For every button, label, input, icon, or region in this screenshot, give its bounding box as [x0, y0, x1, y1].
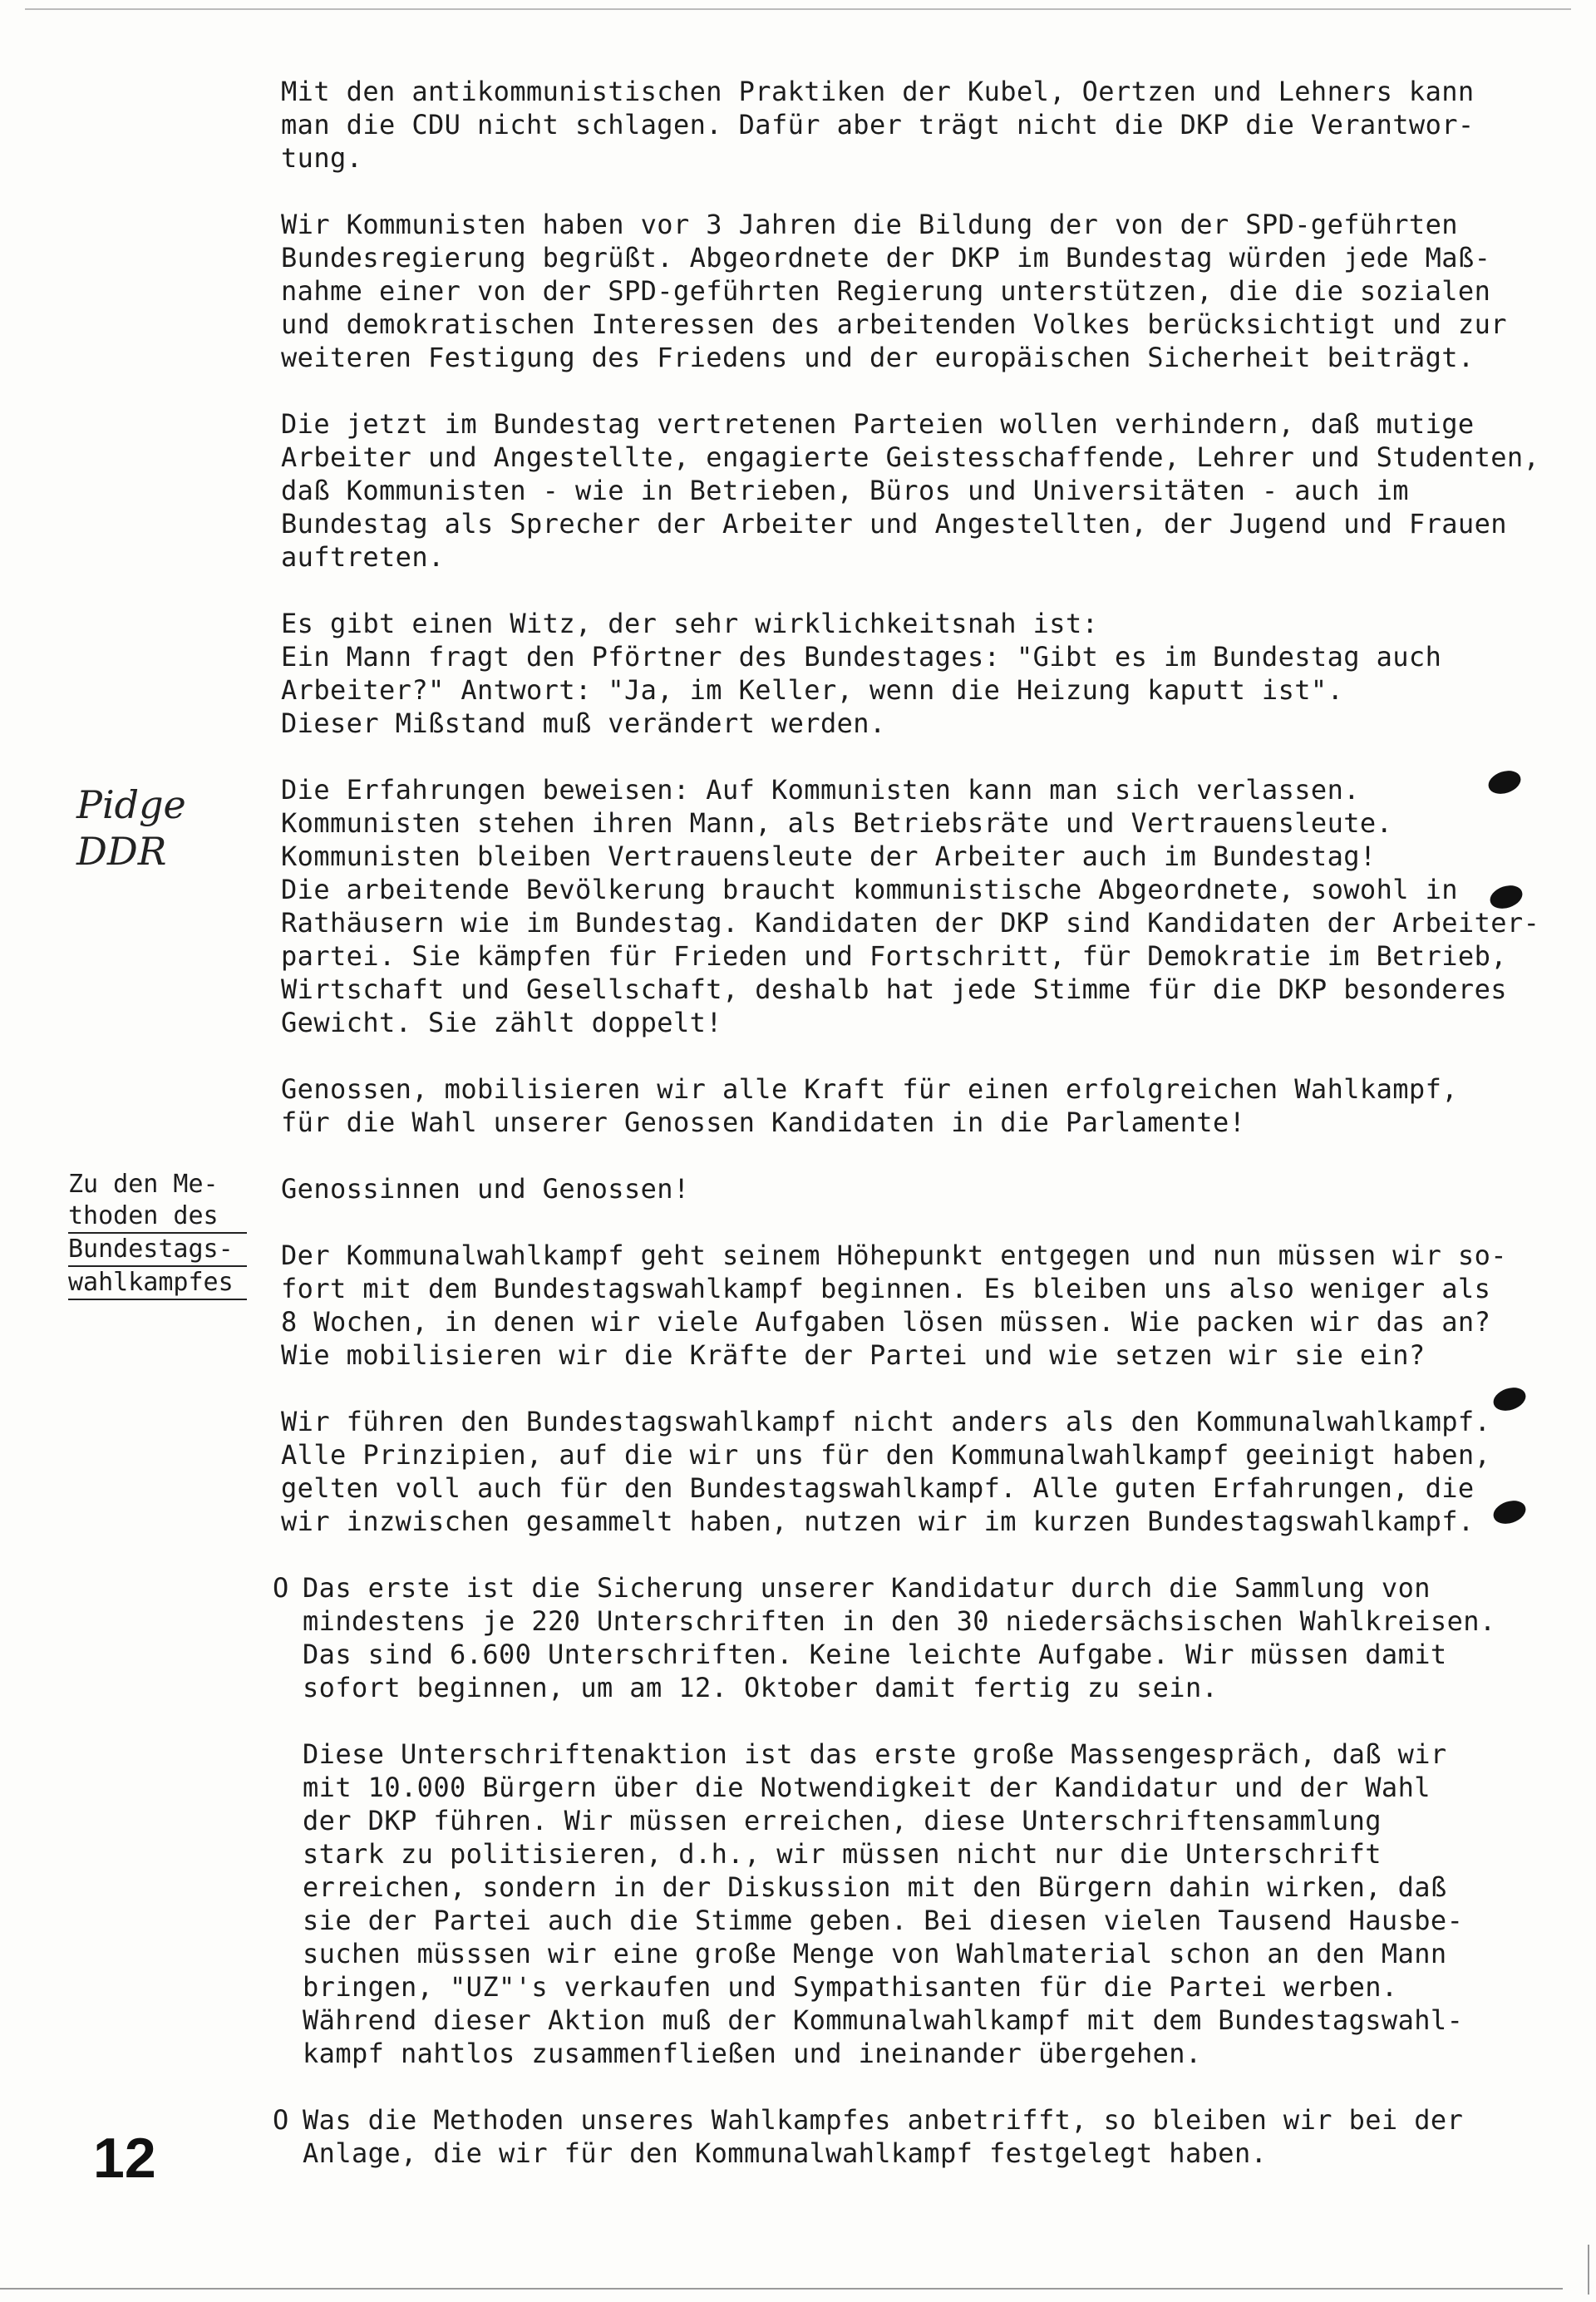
- text-line: stark zu politisieren, d.h., wir müssen nicht nur die Unterschrift: [303, 1838, 1382, 1870]
- text-line: mindestens je 220 Unterschriften in den 30 niedersächsischen Wahlkreisen.: [303, 1605, 1496, 1637]
- text-line: Arbeiter?" Antwort: "Ja, im Keller, wenn die Heizung kaputt ist".: [281, 674, 1344, 706]
- text-line: Anlage, die wir für den Kommunalwahlkampf festgelegt haben.: [303, 2137, 1268, 2169]
- page-number: 12: [93, 2127, 156, 2190]
- text-line: tung.: [281, 142, 363, 174]
- text-line: mit 10.000 Bürgern über die Notwendigkeit der Kandidatur und der Wahl: [303, 1772, 1431, 1803]
- text-line: erreichen, sondern in der Diskussion mit den Bürgern dahin wirken, daß: [303, 1871, 1447, 1903]
- text-line: Während dieser Aktion muß der Kommunalwahlkampf mit dem Bundestagswahl-: [303, 2004, 1464, 2036]
- text-line: weiteren Festigung des Friedens und der europäischen Sicherheit beiträgt.: [281, 342, 1475, 373]
- paragraph: [281, 1405, 1528, 1538]
- handwritten-line: DDR: [76, 829, 167, 874]
- text-line: Gewicht. Sie zählt doppelt!: [281, 1007, 722, 1038]
- text-line: Bundesregierung begrüßt. Abgeordnete der DKP im Bundestag würden jede Maß-: [281, 242, 1491, 274]
- text-line: Kommunisten bleiben Vertrauensleute der Arbeiter auch im Bundestag!: [281, 840, 1377, 872]
- page-right-edge: [1588, 2245, 1589, 2295]
- text-line: Kommunisten stehen ihren Mann, als Betriebsräte und Vertrauensleute.: [281, 807, 1393, 839]
- text-line: fort mit dem Bundestagswahlkampf beginnen. Es bleiben uns also weniger als: [281, 1273, 1491, 1304]
- text-line: sie der Partei auch die Stimme geben. Bei diesen vielen Tausend Hausbe-: [303, 1905, 1464, 1936]
- text-line: bringen, "UZ"'s verkaufen und Sympathisanten für die Partei werben.: [303, 1971, 1398, 2003]
- text-line: für die Wahl unserer Genossen Kandidaten in die Parlamente!: [281, 1107, 1246, 1138]
- text-line: Rathäusern wie im Bundestag. Kandidaten der DKP sind Kandidaten der Arbeiter-: [281, 907, 1540, 939]
- text-line: Arbeiter und Angestellte, engagierte Geistesschaffende, Lehrer und Studenten,: [281, 441, 1540, 473]
- paragraph: [281, 407, 1540, 574]
- paragraph: [281, 1072, 1528, 1139]
- margin-heading-line: thoden des: [68, 1200, 247, 1234]
- bullet-marker: O: [273, 2104, 289, 2136]
- text-line: kampf nahtlos zusammenfließen und ineinander übergehen.: [303, 2038, 1202, 2069]
- text-line: Genossen, mobilisieren wir alle Kraft für einen erfolgreichen Wahlkampf,: [281, 1073, 1458, 1105]
- text-line: Die arbeitende Bevölkerung braucht kommunistische Abgeordnete, sowohl in: [281, 874, 1458, 905]
- paragraph: [281, 1172, 1528, 1205]
- text-line: partei. Sie kämpfen für Frieden und Fortschritt, für Demokratie im Betrieb,: [281, 940, 1507, 972]
- text-line: Der Kommunalwahlkampf geht seinem Höhepunkt entgegen und nun müssen wir so-: [281, 1240, 1507, 1271]
- paragraph: [281, 208, 1528, 374]
- text-line: Genossinnen und Genossen!: [281, 1173, 690, 1205]
- paragraph: [281, 607, 1528, 740]
- text-line: suchen müsssen wir eine große Menge von Wahlmaterial schon an den Mann: [303, 1938, 1447, 1969]
- text-line: Die jetzt im Bundestag vertretenen Parteien wollen verhindern, daß mutige: [281, 408, 1475, 440]
- text-line: Mit den antikommunistischen Praktiken der Kubel, Oertzen und Lehners kann: [281, 76, 1475, 107]
- text-line: und demokratischen Interessen des arbeitenden Volkes berücksichtigt und zur: [281, 308, 1507, 340]
- text-line: man die CDU nicht schlagen. Dafür aber trägt nicht die DKP die Verantwor-: [281, 109, 1475, 140]
- body-text: [273, 75, 1540, 2203]
- text-line: Alle Prinzipien, auf die wir uns für den Kommunalwahlkampf geeinigt haben,: [281, 1439, 1491, 1471]
- page-top-edge: [25, 8, 1571, 10]
- text-line: Wir Kommunisten haben vor 3 Jahren die Bildung der von der SPD-geführten: [281, 209, 1458, 240]
- paragraph: [281, 773, 1540, 1039]
- text-line: sofort beginnen, um am 12. Oktober damit fertig zu sein.: [303, 1672, 1219, 1703]
- text-line: 8 Wochen, in denen wir viele Aufgaben lösen müssen. Wie packen wir das an?: [281, 1306, 1491, 1338]
- text-line: wir inzwischen gesammelt haben, nutzen wir im kurzen Bundestagswahlkampf.: [281, 1506, 1475, 1537]
- paragraph: [281, 1239, 1528, 1372]
- paragraph: [281, 75, 1528, 175]
- margin-heading-line: wahlkampfes: [68, 1267, 247, 1300]
- text-line: Das sind 6.600 Unterschriften. Keine leichte Aufgabe. Wir müssen damit: [303, 1639, 1447, 1670]
- text-line: Wir führen den Bundestagswahlkampf nicht anders als den Kommunalwahlkampf.: [281, 1406, 1491, 1437]
- text-line: Die Erfahrungen beweisen: Auf Kommunisten kann man sich verlassen.: [281, 774, 1360, 806]
- text-line: Wie mobilisieren wir die Kräfte der Partei und wie setzen wir sie ein?: [281, 1339, 1426, 1371]
- text-line: Bundestag als Sprecher der Arbeiter und Angestellten, der Jugend und Frauen: [281, 508, 1507, 540]
- text-line: Diese Unterschriftenaktion ist das erste große Massengespräch, daß wir: [303, 1738, 1447, 1770]
- page-bottom-edge: [0, 2288, 1563, 2290]
- bullet-continuation: [303, 1738, 1528, 2070]
- text-line: Das erste ist die Sicherung unserer Kandidatur durch die Sammlung von: [303, 1572, 1431, 1604]
- bullet-item: [274, 2103, 1528, 2170]
- text-line: auftreten.: [281, 541, 445, 573]
- text-line: Was die Methoden unseres Wahlkampfes anbetrifft, so bleiben wir bei der: [303, 2104, 1464, 2136]
- handwritten-note: [76, 781, 186, 875]
- handwritten-line: Pidge: [76, 782, 186, 827]
- margin-heading: [68, 1169, 247, 1300]
- text-line: der DKP führen. Wir müssen erreichen, diese Unterschriftensammlung: [303, 1805, 1382, 1836]
- margin-heading-line: Zu den Me-: [68, 1170, 219, 1199]
- text-line: gelten voll auch für den Bundestagswahlkampf. Alle guten Erfahrungen, die: [281, 1472, 1475, 1504]
- margin-heading-line: Bundestags-: [68, 1234, 247, 1267]
- text-line: Dieser Mißstand muß verändert werden.: [281, 707, 886, 739]
- text-line: Wirtschaft und Gesellschaft, deshalb hat jede Stimme für die DKP besonderes: [281, 974, 1507, 1005]
- text-line: Es gibt einen Witz, der sehr wirklichkeitsnah ist:: [281, 608, 1099, 639]
- text-line: daß Kommunisten - wie in Betrieben, Büros und Universitäten - auch im: [281, 475, 1409, 506]
- bullet-marker: O: [273, 1572, 289, 1604]
- text-line: nahme einer von der SPD-geführten Regierung unterstützen, die die sozialen: [281, 275, 1491, 307]
- text-line: Ein Mann fragt den Pförtner des Bundestages: "Gibt es im Bundestag auch: [281, 641, 1442, 673]
- bullet-item: [274, 1571, 1528, 2070]
